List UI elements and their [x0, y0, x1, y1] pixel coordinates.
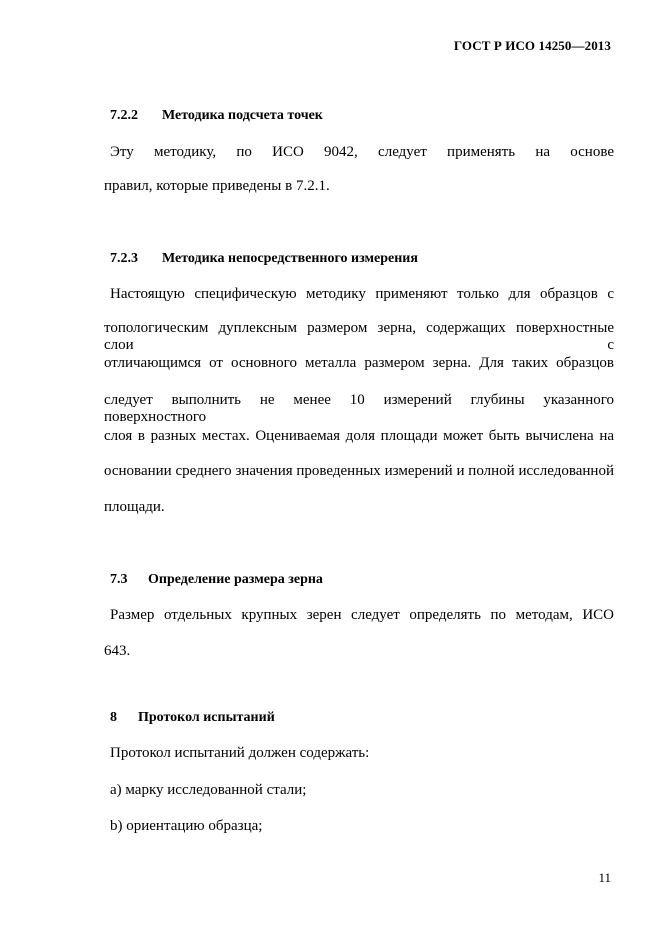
section-number: 8 — [110, 710, 117, 725]
paragraph-line: следует выполнить не менее 10 измерений глубины указанного поверхностного — [104, 392, 614, 425]
page-header: ГОСТ Р ИСО 14250—2013 — [453, 38, 611, 53]
paragraph-line: 643. — [104, 643, 131, 659]
paragraph-line: Протокол испытаний должен содержать: — [110, 745, 370, 761]
section-title: Определение размера зерна — [148, 572, 323, 587]
section-heading-7-3 — [110, 572, 323, 588]
section-heading-7-2-2 — [110, 108, 323, 124]
paragraph-line: правил, которые приведены в 7.2.1. — [104, 178, 330, 194]
paragraph-line: Настоящую специфическую методику применяют только для образцов с — [110, 286, 614, 302]
paragraph-line: основании среднего значения проведенных измерений и полной исследованной — [104, 463, 614, 479]
section-title: Методика непосредственного измерения — [162, 251, 418, 266]
paragraph-line: площади. — [104, 499, 165, 515]
section-number: 7.2.2 — [110, 108, 138, 123]
list-item: a) марку исследованной стали; — [110, 782, 307, 798]
page-number: 11 — [598, 870, 611, 885]
paragraph-line: слоя в разных местах. Оцениваемая доля площади может быть вычислена на — [104, 428, 614, 444]
paragraph-line: Эту методику, по ИСО 9042, следует применять на основе — [110, 144, 614, 160]
section-heading-8 — [110, 710, 275, 726]
section-heading-7-2-3 — [110, 251, 418, 267]
section-title: Протокол испытаний — [138, 710, 275, 725]
list-item: b) ориентацию образца; — [110, 818, 263, 834]
paragraph-line: Размер отдельных крупных зерен следует определять по методам, ИСО — [110, 607, 614, 623]
paragraph-line: отличающимся от основного металла размером зерна. Для таких образцов — [104, 355, 614, 371]
section-number: 7.3 — [110, 572, 128, 587]
section-number: 7.2.3 — [110, 251, 138, 266]
paragraph-line: топологическим дуплексным размером зерна, содержащих поверхностные слои с — [104, 320, 614, 353]
section-title: Методика подсчета точек — [162, 108, 323, 123]
